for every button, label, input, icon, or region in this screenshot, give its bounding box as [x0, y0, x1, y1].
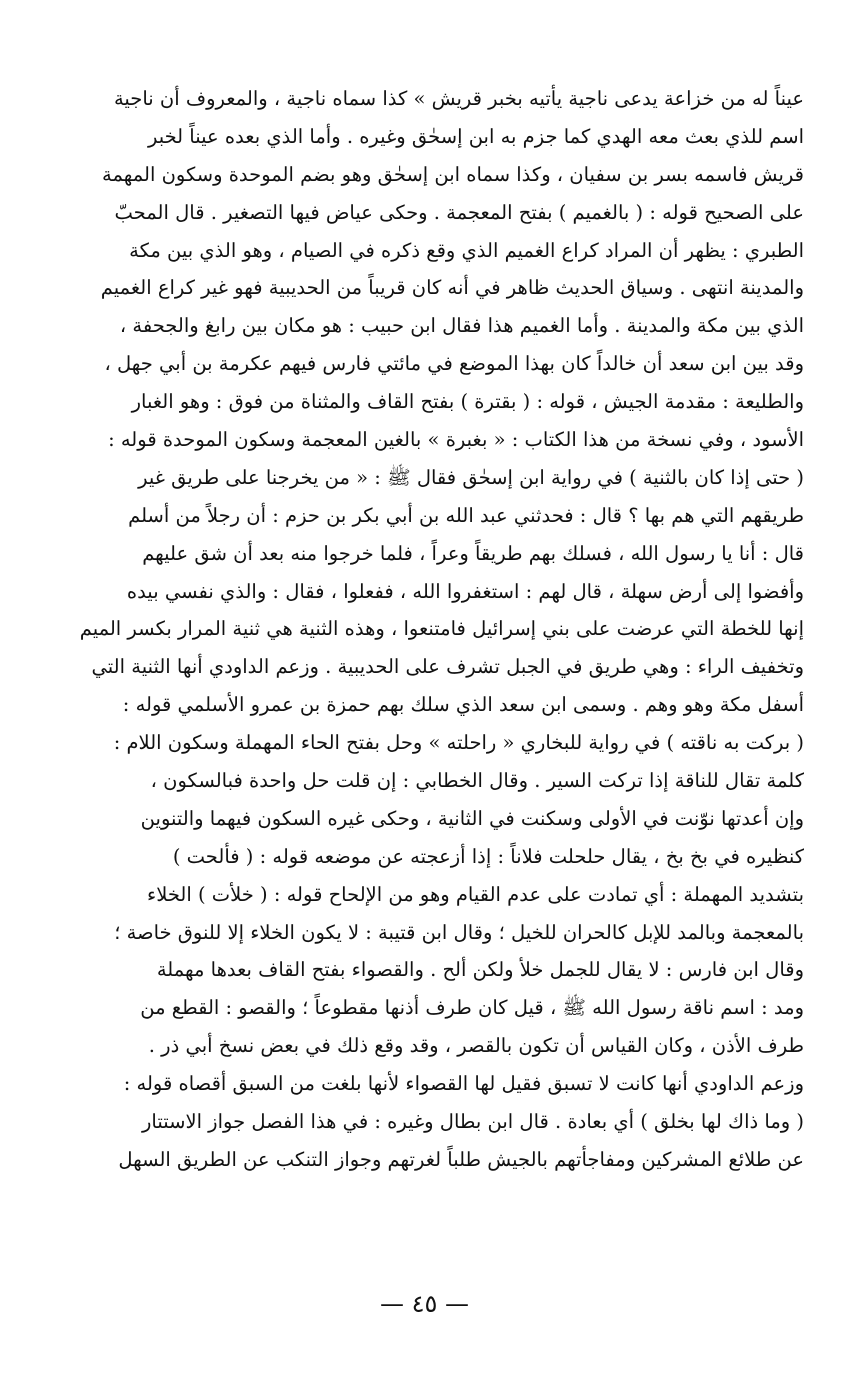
text-line: كلمة تقال للناقة إذا تركت السير . وقال الخطابي : إن قلت حل واحدة فبالسكون ، — [150, 769, 804, 793]
text-line: الطبري : يظهر أن المراد كراع الغميم الذي وقع ذكره في الصيام ، وهو الذي بين مكة — [129, 238, 804, 262]
text-line: وأفضوا إلى أرض سهلة ، قال لهم : استغفروا الله ، ففعلوا ، فقال : والذي نفسي بيده — [126, 579, 804, 603]
text-line: طريقهم التي هم بها ؟ قال : فحدثني عبد الله بن أبي بكر بن حزم : أن رجلاً من أسلم — [128, 503, 804, 527]
text-line: بالمعجمة وبالمد للإبل كالحران للخيل ؛ وقال ابن قتيبة : لا يكون الخلاء إلا للنوق خاصة ؛ — [114, 920, 804, 944]
text-line: اسم للذي بعث معه الهدي كما جزم به ابن إسحٰق وغيره . وأما الذي بعده عيناً لخبر — [147, 124, 804, 148]
text-line: ومد : اسم ناقة رسول الله ﷺ ، قيل كان طرف أذنها مقطوعاً ؛ والقصو : القطع من — [140, 996, 804, 1020]
text-line: عيناً له من خزاعة يدعى ناجية يأتيه بخبر قريش » كذا سماه ناجية ، والمعروف أن ناجية — [113, 87, 804, 110]
text-line: كنظيره في بخ بخ ، يقال حلحلت فلاناً : إذا أزعجته عن موضعه قوله : ( فألحت ) — [172, 844, 804, 868]
text-line: الذي بين مكة والمدينة . وأما الغميم هذا فقال ابن حبيب : هو مكان بين رابغ والجحفة ، — [119, 314, 804, 338]
body-text — [70, 80, 804, 1179]
text-line: وتخفيف الراء : وهي طريق في الجبل تشرف على الحديبية . وزعم الداودي أنها الثنية التي — [91, 655, 804, 679]
text-line: بتشديد المهملة : أي تمادت على عدم القيام وهو من الإلحاح قوله : ( خلأت ) الخلاء — [147, 882, 804, 906]
text-line: ( وما ذاك لها بخلق ) أي بعادة . قال ابن بطال وغيره : في هذا الفصل جواز الاستتار — [141, 1110, 804, 1134]
text-line: وإن أعدتها نوّنت في الأولى وسكنت في الثانية ، وحكى غيره السكون فيهما والتنوين — [140, 806, 804, 830]
text-line: وقال ابن فارس : لا يقال للجمل خلأ ولكن ألح . والقصواء بفتح القاف بعدها مهملة — [156, 958, 804, 982]
text-line: طرف الأذن ، وكان القياس أن تكون بالقصر ، وقد وقع ذلك في بعض نسخ أبي ذر . — [148, 1034, 804, 1058]
text-line: ( حتى إذا كان بالثنية ) في رواية ابن إسحٰق فقال ﷺ : « من يخرجنا على طريق غير — [138, 465, 804, 489]
text-line: ( بركت به ناقته ) في رواية للبخاري « راحلته » وحل بفتح الحاء المهملة وسكون اللام : — [113, 731, 804, 755]
text-line: قال : أنا يا رسول الله ، فسلك بهم طريقاً وعراً ، فلما خرجوا منه بعد أن شق عليهم — [142, 541, 804, 565]
page-number: — ٤٥ — — [379, 1290, 470, 1318]
text-line: عن طلائع المشركين ومفاجأتهم بالجيش طلباً لغرتهم وجواز التنكب عن الطريق السهل — [118, 1147, 804, 1171]
text-line: والمدينة انتهى . وسياق الحديث ظاهر في أنه كان قريباً من الحديبية فهو غير كراع الغميم — [100, 276, 804, 300]
text-line: قريش فاسمه بسر بن سفيان ، وكذا سماه ابن إسحٰق وهو بضم الموحدة وسكون المهمة — [102, 162, 804, 186]
text-line: أسفل مكة وهو وهم . وسمى ابن سعد الذي سلك بهم حمزة بن عمرو الأسلمي قوله : — [122, 693, 804, 717]
text-line: وقد بين ابن سعد أن خالداً كان بهذا الموضع في مائتي فارس فيهم عكرمة بن أبي جهل ، — [104, 352, 804, 376]
text-line: على الصحيح قوله : ( بالغميم ) بفتح المعجمة . وحكى عياض فيها التصغير . قال المحبّ — [114, 200, 804, 224]
text-line: الأسود ، وفي نسخة من هذا الكتاب : « بغبرة » بالغين المعجمة وسكون الموحدة قوله : — [108, 428, 804, 452]
text-line: وزعم الداودي أنها كانت لا تسبق فقيل لها القصواء لأنها بلغت من السبق أقصاه قوله : — [123, 1072, 804, 1096]
text-line: إنها للخطة التي عرضت على بني إسرائيل فامتنعوا ، وهذه الثنية هي ثنية المرار بكسر الميم — [79, 617, 804, 641]
text-line: والطليعة : مقدمة الجيش ، قوله : ( بقترة ) بفتح القاف والمثناة من فوق : وهو الغبار — [131, 390, 804, 414]
